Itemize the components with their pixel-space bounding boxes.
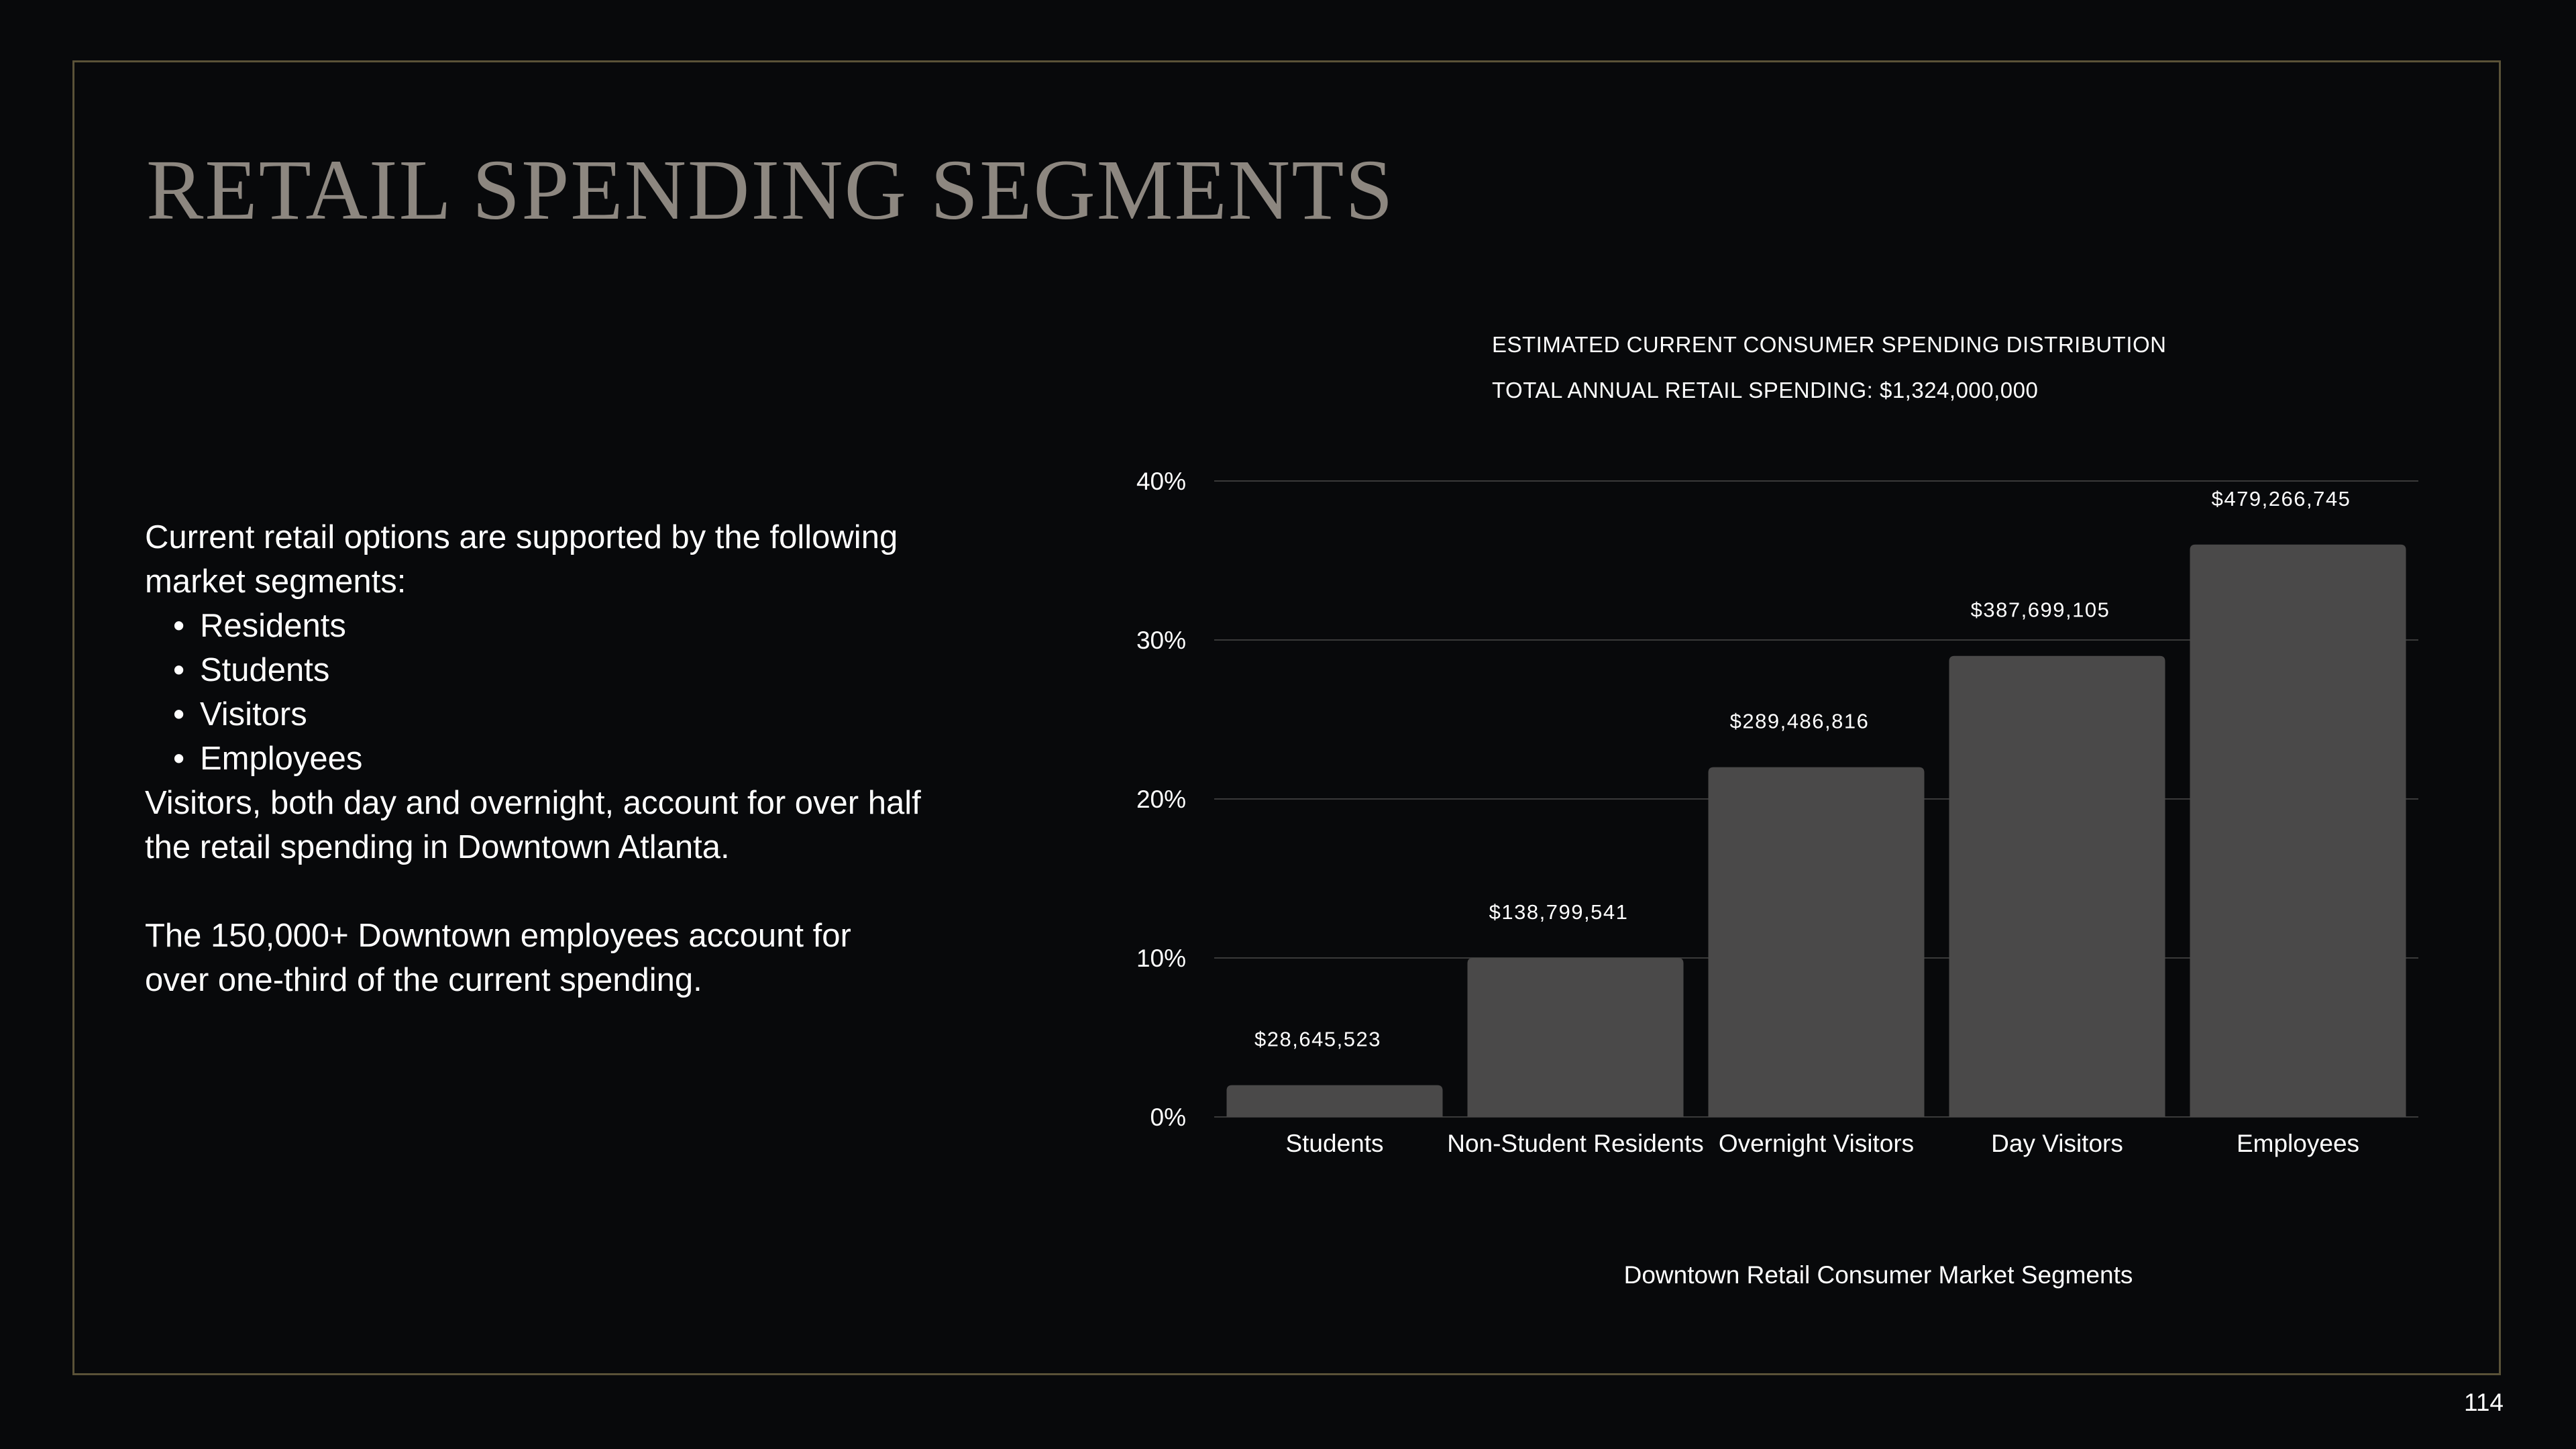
list-item	[145, 692, 923, 737]
x-tick-label: Non-Student Residents	[1447, 1130, 1704, 1157]
bar-chart	[1100, 443, 2442, 1214]
y-tick-label: 30%	[1136, 627, 1186, 654]
list-item	[145, 604, 923, 648]
spacer	[145, 869, 923, 914]
bar	[1709, 767, 1925, 1117]
list-item	[145, 648, 923, 692]
x-tick-label: Overnight Visitors	[1718, 1130, 1915, 1157]
y-tick-label: 0%	[1150, 1104, 1186, 1131]
bullet-icon: •	[173, 696, 185, 733]
list-item-label: Visitors	[200, 696, 307, 733]
employees-paragraph: The 150,000+ Downtown employees account for over one-third of the current spending.	[145, 918, 851, 998]
x-tick-label: Employees	[2236, 1130, 2360, 1157]
chart-subtitle: TOTAL ANNUAL RETAIL SPENDING: $1,324,000,000	[1492, 378, 2039, 402]
y-tick-label: 20%	[1136, 786, 1186, 813]
bar	[1227, 1085, 1443, 1117]
list-item-label: Employees	[200, 741, 363, 777]
chart-header	[1492, 329, 2167, 420]
y-tick-label: 40%	[1136, 468, 1186, 495]
bar	[1949, 656, 2165, 1117]
data-label: $387,699,105	[1970, 598, 2110, 622]
data-label: $28,645,523	[1254, 1027, 1381, 1051]
visitors-paragraph: Visitors, both day and overnight, account for over half the retail spending in Downtown Atlanta.	[145, 785, 921, 865]
y-tick-label: 10%	[1136, 945, 1186, 972]
bullet-icon: •	[173, 652, 185, 688]
slide-title: RETAIL SPENDING SEGMENTS	[146, 142, 1395, 237]
x-axis-label: Downtown Retail Consumer Market Segments	[1623, 1261, 2133, 1289]
list-item-label: Residents	[200, 608, 346, 644]
bar	[2190, 545, 2406, 1117]
bar	[1468, 958, 1684, 1117]
x-tick-label: Day Visitors	[1991, 1130, 2123, 1157]
data-label: $479,266,745	[2211, 486, 2351, 511]
list-item	[145, 737, 923, 781]
segment-list	[145, 604, 923, 781]
body-text	[145, 515, 923, 1002]
list-item-label: Students	[200, 652, 330, 688]
bullet-icon: •	[173, 608, 185, 644]
x-tick-label: Students	[1285, 1130, 1384, 1157]
data-label: $289,486,816	[1729, 709, 1870, 733]
bullet-icon: •	[173, 741, 185, 777]
data-label: $138,799,541	[1489, 900, 1629, 924]
page-number: 114	[2464, 1389, 2504, 1416]
intro-text: Current retail options are supported by the following market segments:	[145, 519, 898, 600]
chart-title: ESTIMATED CURRENT CONSUMER SPENDING DISTRIBUTION	[1492, 332, 2167, 357]
